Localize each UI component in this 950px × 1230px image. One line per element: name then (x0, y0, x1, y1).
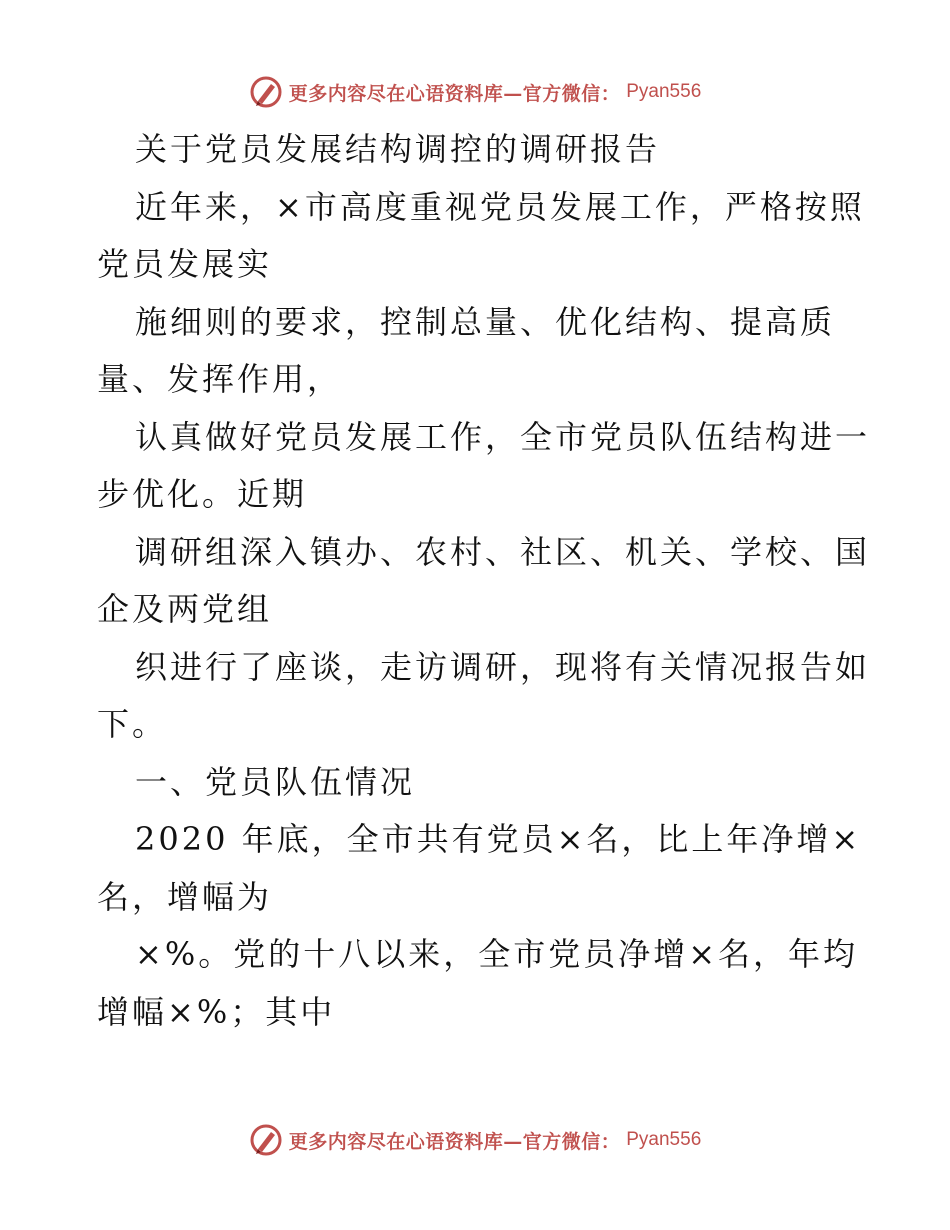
paragraph-line: 党员发展实 (97, 245, 273, 283)
paragraph-line: 2020 年底，全市共有党员×名，比上年净增× (135, 820, 862, 858)
paragraph-line: 下。 (97, 705, 168, 743)
paragraph-line: 企及两党组 (97, 590, 273, 628)
paragraph-line: 织进行了座谈，走访调研，现将有关情况报告如 (135, 647, 871, 686)
paragraph-line: 量、发挥作用， (97, 360, 343, 398)
paragraph-line: 近年来，×市高度重视党员发展工作，严格按照 (135, 187, 865, 226)
header-watermark (0, 72, 950, 112)
footer-watermark (0, 1120, 950, 1160)
watermark-id: Pyan556 (626, 1129, 702, 1150)
document-title: 关于党员发展结构调控的调研报告 (135, 130, 661, 168)
paragraph-line: 名，增幅为 (97, 877, 273, 916)
paragraph-line: 步优化。近期 (97, 475, 308, 513)
watermark-text: 更多内容尽在心语资料库—官方微信： (288, 1130, 621, 1153)
paragraph-line: 认真做好党员发展工作，全市党员队伍结构进一 (135, 417, 871, 456)
pen-logo-icon (249, 75, 283, 109)
paragraph-line: 施细则的要求，控制总量、优化结构、提高质 (135, 302, 836, 341)
document-body (97, 121, 871, 1041)
paragraph-line: 调研组深入镇办、农村、社区、机关、学校、国 (135, 532, 871, 571)
section-heading: 一、党员队伍情况 (135, 762, 416, 801)
paragraph-line: ×%。党的十八以来，全市党员净增×名，年均 (135, 935, 859, 973)
paragraph-line: 增幅×%；其中 (97, 992, 336, 1031)
watermark-text: 更多内容尽在心语资料库—官方微信： (288, 82, 621, 105)
pen-logo-icon (249, 1123, 283, 1157)
watermark-id: Pyan556 (626, 81, 702, 102)
